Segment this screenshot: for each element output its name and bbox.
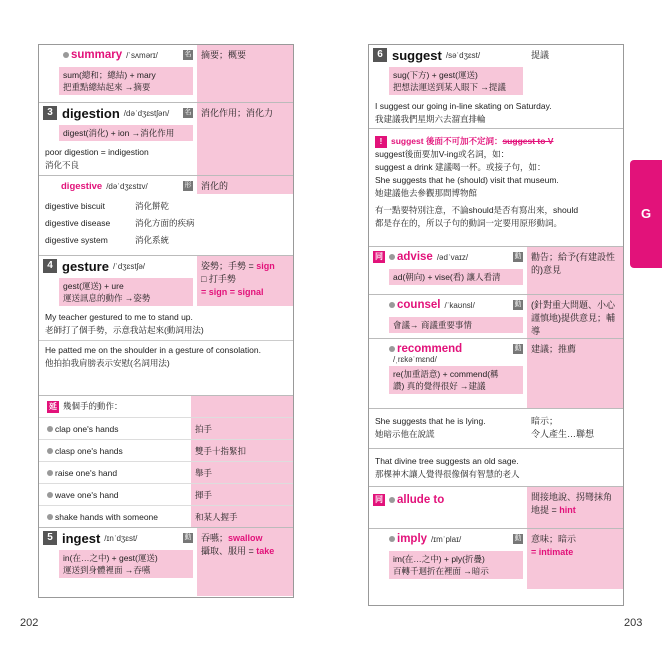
page-number-right: 203 [624, 617, 643, 629]
entry-digestive: digestive /dəˈdʒɛstɪv/ 形 digestive biscuit 消化餅乾 digestive disease 消化方面的疾病 digestive system 消化系統 消化的 [39, 176, 293, 256]
right-page [368, 44, 624, 606]
entry-counsel: counsel /ˈkaʊnsl/ 動 會議→ 商議重要事情 (針對重大問題、小心謹慎地)提供意見；輔導 [369, 295, 623, 339]
entry-suggest: 6 suggest /səˈdʒɛst/ sug(下方) + gest(運送) 把想法運送到某人眼下 →提議 I suggest our going in-line skating on Saturday. 我建議我們星期六去溜直排輪 提議 [369, 45, 623, 129]
entry-ingest: 5 ingest /ɪnˈdʒɛst/ 動 in(在…之中) + gest(運送) 運送到身體裡面 →吞嚥 吞嚥；swallow 攝取、服用 = take [39, 528, 293, 596]
entry-imply: imply /ɪmˈplaɪ/ 動 im(在…之中) + ply(折疊) 百轉千迴折在裡面 →暗示 意味；暗示 = intimate [369, 529, 623, 589]
entry-summary: summary /ˈsʌmərɪ/ 名 sum(總和；總結) + mary 把重點總結起來 →摘要 摘要；概要 [39, 45, 293, 103]
entry-allude: 同 allude to 間接地說、拐彎抹角地提 = hint [369, 487, 623, 529]
gesture-extension: 延 幾個手的動作： clap one's hands 拍手 clasp one's hands 雙手十指緊扣 raise one's hand 舉手 wave one's hand 揮手 shake hands with someone 和某人握手 [39, 396, 293, 528]
example-lying: She suggests that he is lying. 她暗示他在說謊 暗示； 令人產生…聯想 [369, 409, 623, 449]
entry-gesture: 4 gesture /ˈdʒɛstʃə/ gest(運送) + ure 運送訊息的動作 →姿勢 My teacher gestured to me to stand up. 老師打了個手勢，示意我站起來(動詞用法) He patted me on the shoulder in a gesture of consolation. 他拍拍我肩膀表示安慰(名詞用法) 姿勢；手勢 = sign □ 打手勢 = sign = signal [39, 256, 293, 396]
usage-note: ! suggest 後面不可加不定詞：suggest to V suggest後面要加V-ing或名詞，如： suggest a drink 建議喝一杯。或接子句，如： She suggests that he (should) visit that museum. 她建議他去參觀那間博物館 有一點要特別注意，不論should是否有寫出來，should 都是存在的，所以子句的動詞一定要用原形動詞。 [369, 129, 623, 247]
entry-recommend: recommend 動 /ˌrɛkəˈmɛnd/ re(加重語意) + commend(稱 讚) 真的覺得很好 →建議 建議；推薦 [369, 339, 623, 409]
left-page [38, 44, 294, 598]
example-sage: That divine tree suggests an old sage. 那棵神木讓人覺得很像個有智慧的老人 [369, 449, 623, 487]
entry-advise: 同 advise /ədˈvaɪz/ 動 ad(朝向) + vise(看) 讓人看清 勸告；給予(有建設性的)意見 [369, 247, 623, 295]
page-number-left: 202 [20, 617, 39, 629]
section-tab-g: G [630, 160, 662, 268]
entry-digestion: 3 digestion /dəˈdʒɛstʃən/ 名 digest(消化) + ion →消化作用 poor digestion = indigestion 消化不良 消化作用；消化力 [39, 103, 293, 176]
